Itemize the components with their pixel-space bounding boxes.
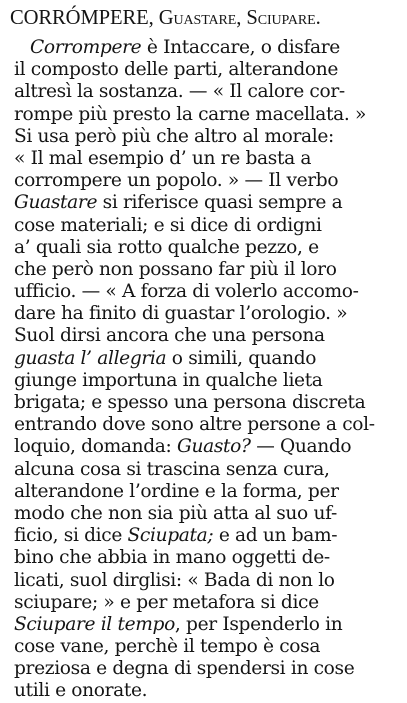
term-guasta-allegria: guasta l’ allegria [14,347,167,369]
text-line: giunge importuna in qualche lieta [14,369,323,391]
text-line: alterandone l’ordine e la forma, per [14,480,339,502]
text-run: e ad un bam- [213,525,338,547]
text-line: altresì la sostanza. — « Il calore cor- [14,81,345,103]
text-line: sciupare; » e per metafora si dice [14,591,319,613]
text-line: Suol dirsi ancora che una persona [14,325,325,347]
text-line: bino che abbia in mano oggetti de- [14,547,330,569]
term-corrompere: Corrompere [30,37,142,58]
text-run: o simili, quando [166,347,317,369]
text-line [14,525,402,547]
text-line: cose materiali; e si dice di ordigni [14,214,322,236]
text-line: ufficio. — « A forza di volerlo accomo- [14,281,359,303]
text-line: corrompere un popolo. » — Il verbo [14,170,339,192]
text-line: Si usa però più che altro al morale: [14,125,334,147]
text-line: il composto delle parti, alterandone [14,59,339,81]
text-line [14,348,402,370]
heading-synonym-guastare: Guastare, [158,7,242,29]
text-line: rompe più presto la carne macellata. » [14,103,366,125]
term-guastare: Guastare [14,192,98,214]
heading-headword: CORRÓMPERE, [10,7,154,29]
text-line [14,37,402,59]
heading-synonym-sciupare: Sciupare. [246,7,321,29]
text-line: a’ quali sia rotto qualche pezzo, e [14,236,319,258]
text-line [14,614,402,636]
text-line: « Il mal esempio d’ un re basta a [14,147,312,169]
entry-body [14,37,402,703]
text-line: che però non possano far più il loro [14,258,337,280]
text-line: utili e onorate. [14,680,148,702]
text-line: brigata; e spesso una persona discreta [14,392,366,413]
term-sciupata: Sciupata; [127,525,214,547]
text-run: loquio, domanda: [14,436,177,458]
text-line: alcuna cosa si trascina senza cura, [14,458,330,480]
text-run: si riferisce quasi sempre a [97,192,343,214]
text-line: entrando dove sono altre persone a col- [14,414,375,436]
entry-heading [10,4,321,32]
text-line: cose vane, perchè il tempo è cosa [14,636,321,658]
text-run: è Intaccare, o disfare [141,37,340,58]
term-guasto: Guasto? [176,436,251,458]
text-run: ficio, si dice [14,525,128,547]
text-line: dare ha finito di guastar l’orologio. » [14,303,348,325]
term-sciupare-il-tempo: Sciupare il tempo [14,613,175,635]
text-line [14,436,402,458]
text-run: , per Ispenderlo in [174,613,343,635]
text-line: modo che non sia più atta al suo uf- [14,502,337,524]
text-line [14,192,402,214]
text-line: licati, suol dirglisi: « Bada di non lo [14,569,335,591]
text-run: — Quando [250,436,352,458]
text-line: preziosa e degna di spendersi in cose [14,658,355,680]
